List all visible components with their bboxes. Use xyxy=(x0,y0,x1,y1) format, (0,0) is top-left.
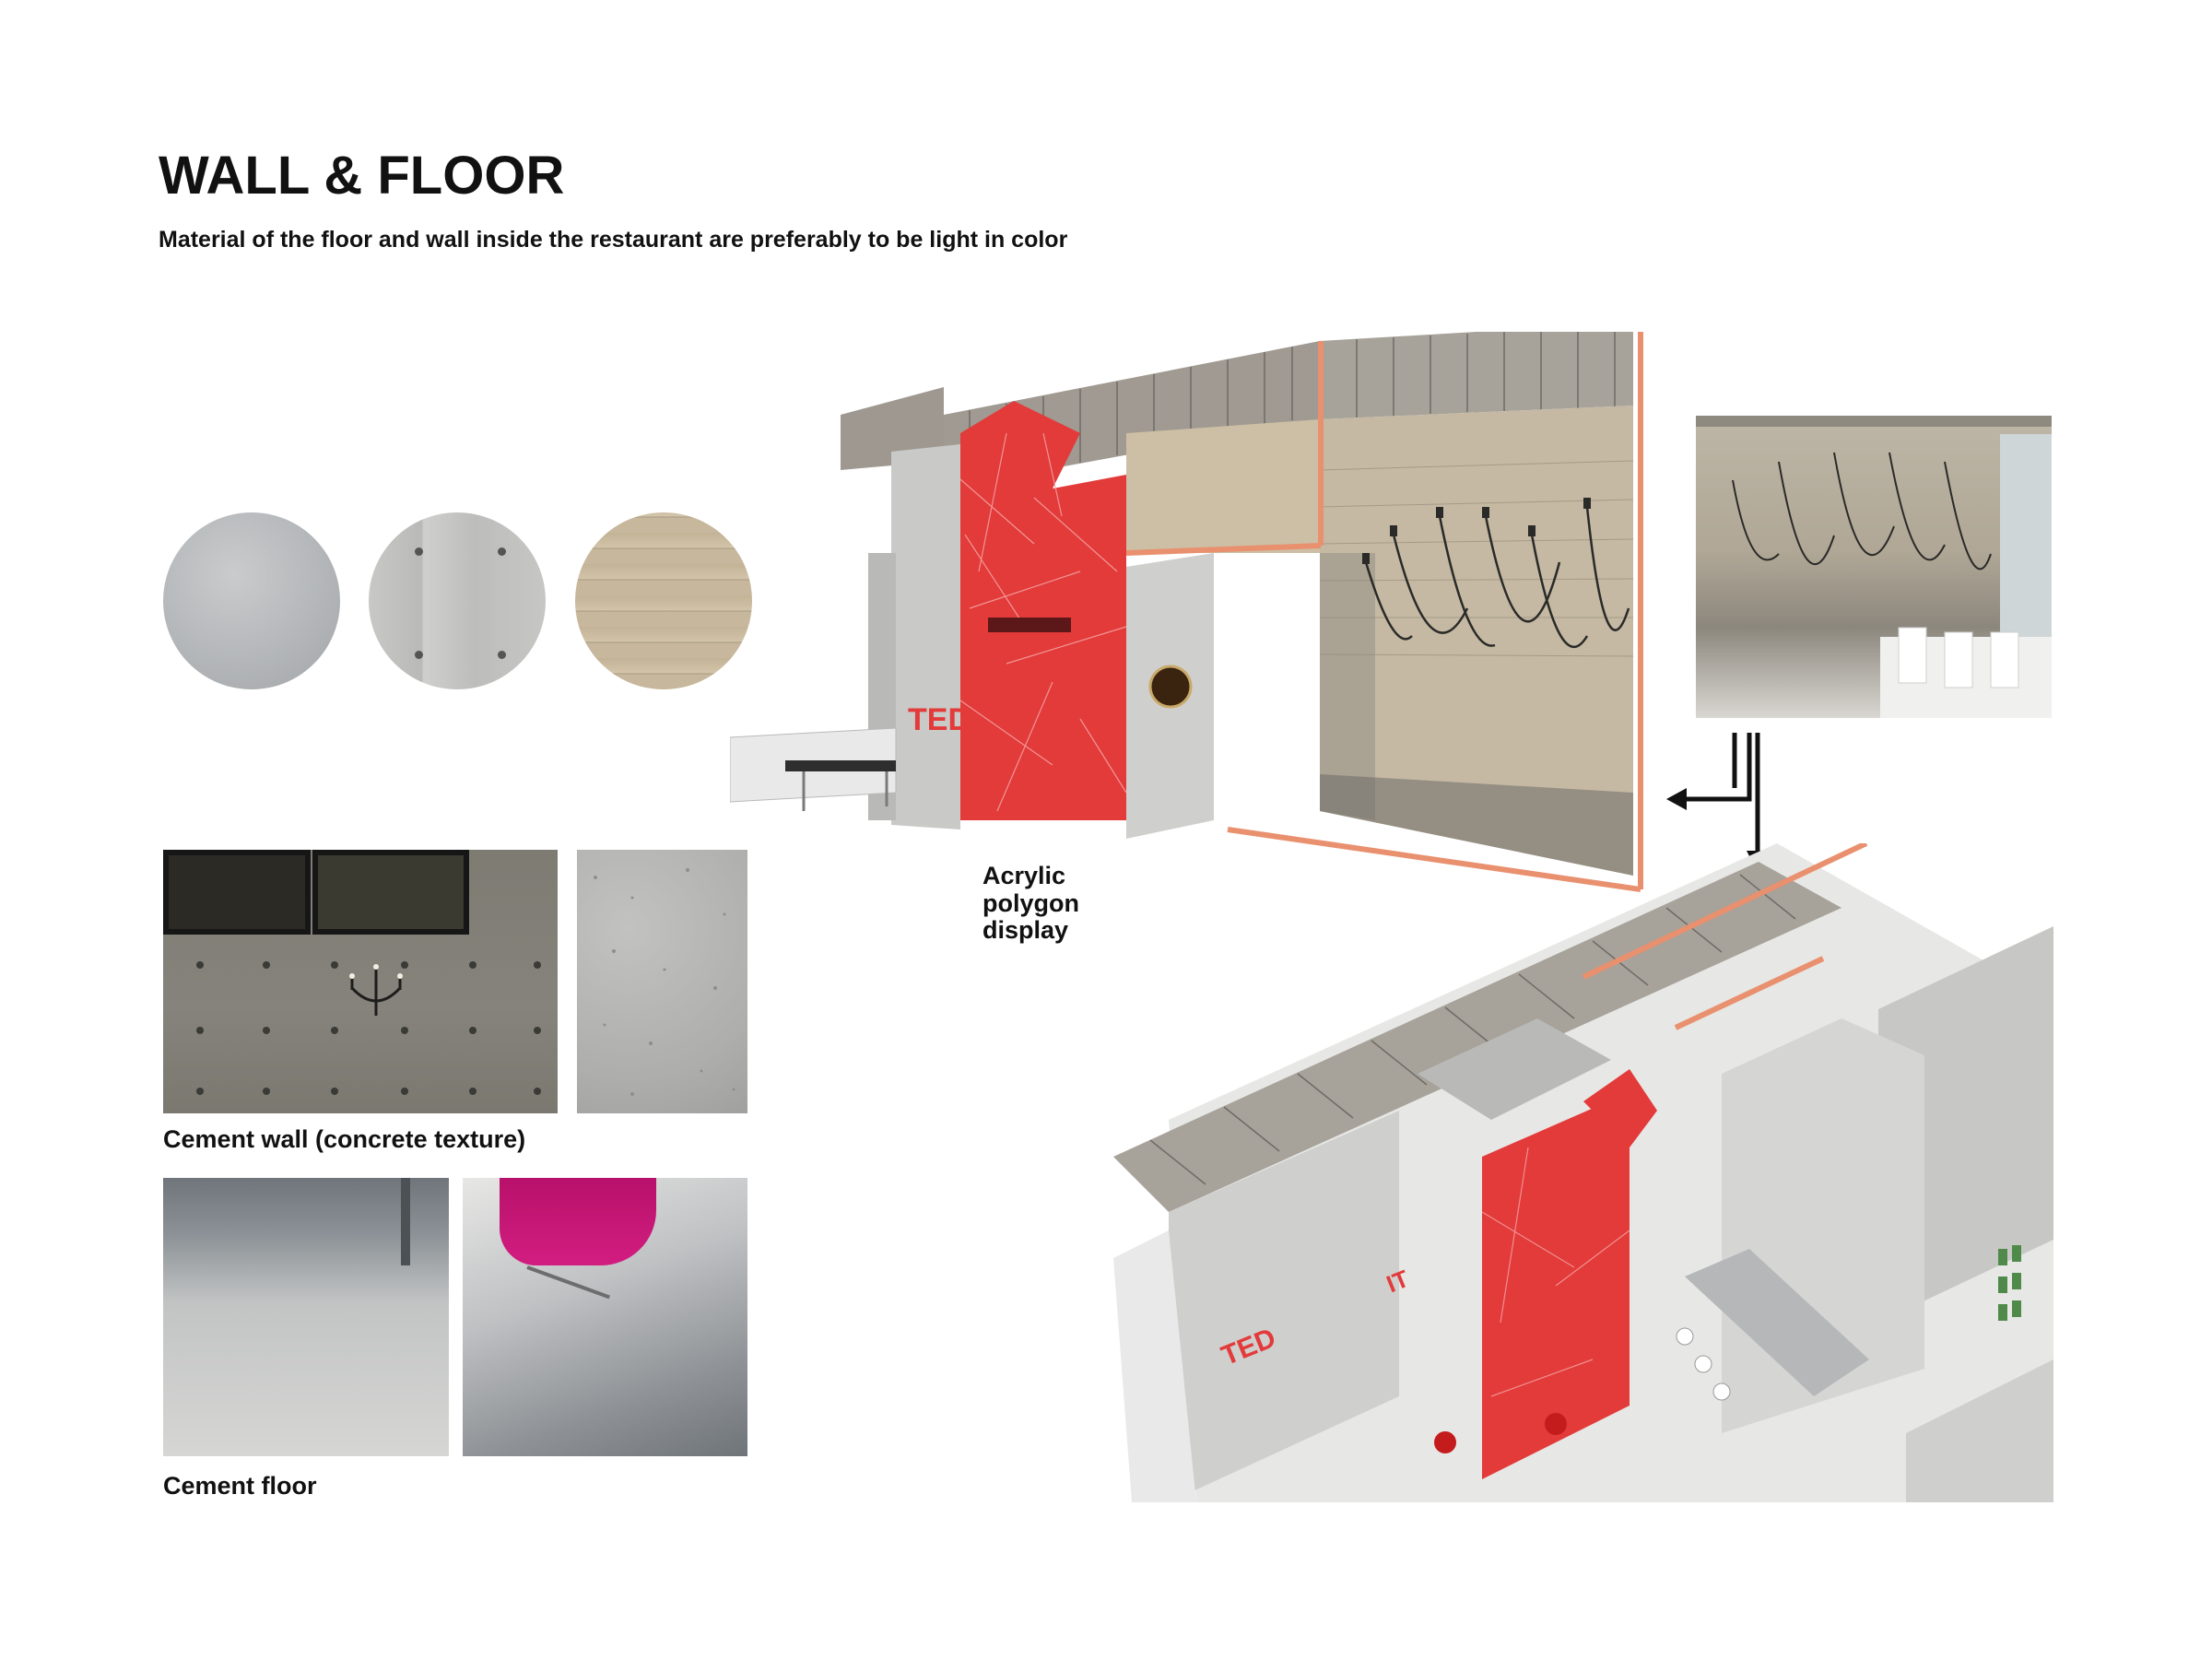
floor-column xyxy=(401,1178,410,1265)
cement-floor-caption: Cement floor xyxy=(163,1472,317,1500)
acrylic-caption-line-2: polygon xyxy=(982,888,1079,917)
cement-wall-photo xyxy=(163,850,558,1113)
concrete-pores xyxy=(577,850,747,1113)
reference-interior-photo xyxy=(1696,416,2052,718)
chandelier-icon xyxy=(352,965,400,1016)
ted-logo: TED xyxy=(908,702,971,737)
ted-logo-iso: TED xyxy=(1217,1322,1280,1372)
concrete-closeup-photo xyxy=(577,850,747,1113)
wall-elevation-render xyxy=(730,332,1652,903)
acrylic-caption-line-3: display xyxy=(982,916,1069,945)
cement-floor-photo-1 xyxy=(163,1178,449,1456)
formwork-concrete-swatch xyxy=(369,512,546,689)
isometric-floor-render xyxy=(1113,843,2053,1502)
pink-chair xyxy=(500,1178,656,1265)
acrylic-caption xyxy=(982,863,1079,945)
brick-swatch xyxy=(575,512,752,689)
cement-floor-photo-2 xyxy=(463,1178,747,1456)
acrylic-caption-line-1: Acrylic xyxy=(982,862,1066,889)
concrete-swatch xyxy=(163,512,340,689)
it-logo-iso: IT xyxy=(1382,1264,1413,1299)
reference-photo-details xyxy=(1696,416,2052,718)
page-title: WALL & FLOOR xyxy=(159,146,565,206)
chair-leg xyxy=(526,1265,610,1299)
cement-wall-caption: Cement wall (concrete texture) xyxy=(163,1125,526,1153)
page-subtitle: Material of the floor and wall inside the restaurant are preferably to be light in color xyxy=(159,227,1068,253)
cement-wall-details xyxy=(163,850,558,1113)
